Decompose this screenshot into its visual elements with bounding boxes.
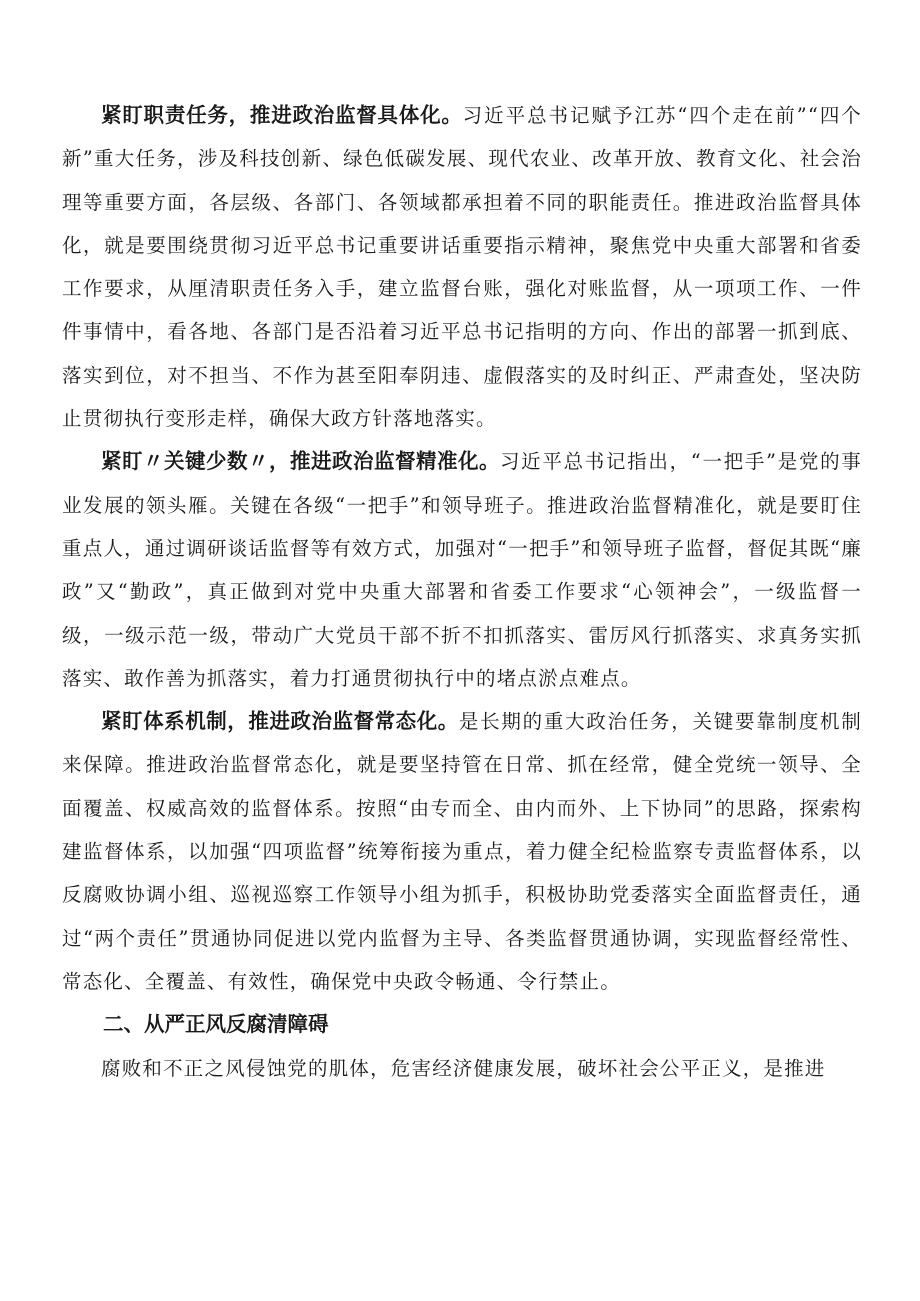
section-heading: 二、从严正风反腐清障碍 [103, 1012, 329, 1037]
paragraph-text: 习近平总书记赋予江苏“四个走在前”“四个新”重大任务，涉及科技创新、绿色低碳发展、现代农业、改革开放、教育文化、社会治理等重要方面，各层级、各部门、各领域都承担着不同的职能责任。推进政治监督具体化，就是要围绕贯彻习近平总书记重要讲话重要指示精神，聚焦党中央重大部署和省委工作要求，从厘清职责任务入手，建立监督台账，强化对账监督，从一项项工作、一件件事情中，看各地、各部门是否沿着习近平总书记指明的方向、作出的部署一抓到底、落实到位，对不担当、不作为甚至阳奉阴违、虚假落实的及时纠正、严肃查处，坚决防止贯彻执行变形走样，确保大政方针落地落实。 [62, 104, 862, 431]
paragraph-system-mechanism [62, 700, 862, 1003]
paragraph-text: 是长期的重大政治任务，关键要靠制度机制来保障。推进政治监督常态化，就是要坚持管在日常、抓在经常，健全党统一领导、全面覆盖、权威高效的监督体系。按照“由专而全、由内而外、上下协同”的思路，探索构建监督体系，以加强“四项监督”统筹衔接为重点，着力健全纪检监察专责监督体系，以反腐败协调小组、巡视巡察工作领导小组为抓手，积极协助党委落实全面监督责任，通过“两个责任”贯通协同促进以党内监督为主导、各类监督贯通协调，实现监督经常性、常态化、全覆盖、有效性，确保党中央政令畅通、令行禁止。 [62, 710, 862, 993]
document-body [62, 94, 862, 1090]
paragraph-duty-tasks [62, 94, 862, 440]
paragraph-lead: 紧盯体系机制，推进政治监督常态化。 [101, 709, 459, 734]
paragraph-lead: 紧盯职责任务，推进政治监督具体化。 [101, 103, 463, 127]
paragraph-key-few [62, 440, 862, 700]
paragraph-lead: 紧盯〃关键少数〃，推进政治监督精准化。 [101, 449, 500, 474]
paragraph-corruption: 腐败和不正之风侵蚀党的肌体，危害经济健康发展，破坏社会公平正义，是推进 [101, 1056, 826, 1080]
paragraph-text: 习近平总书记指出，“一把手”是党的事业发展的领头雁。关键在各级“一把手”和领导班子。推进政治监督精准化，就是要盯住重点人，通过调研谈话监督等有效方式，加强对“一把手”和领导班子监督，督促其既“廉政”又“勤政”，真正做到对党中央重大部署和省委工作要求“心领神会”，一级监督一级，一级示范一级，带动广大党员干部不折不扣抓落实、雷厉风行抓落实、求真务实抓落实、敢作善为抓落实，着力打通贯彻执行中的堵点淤点难点。 [62, 450, 863, 690]
